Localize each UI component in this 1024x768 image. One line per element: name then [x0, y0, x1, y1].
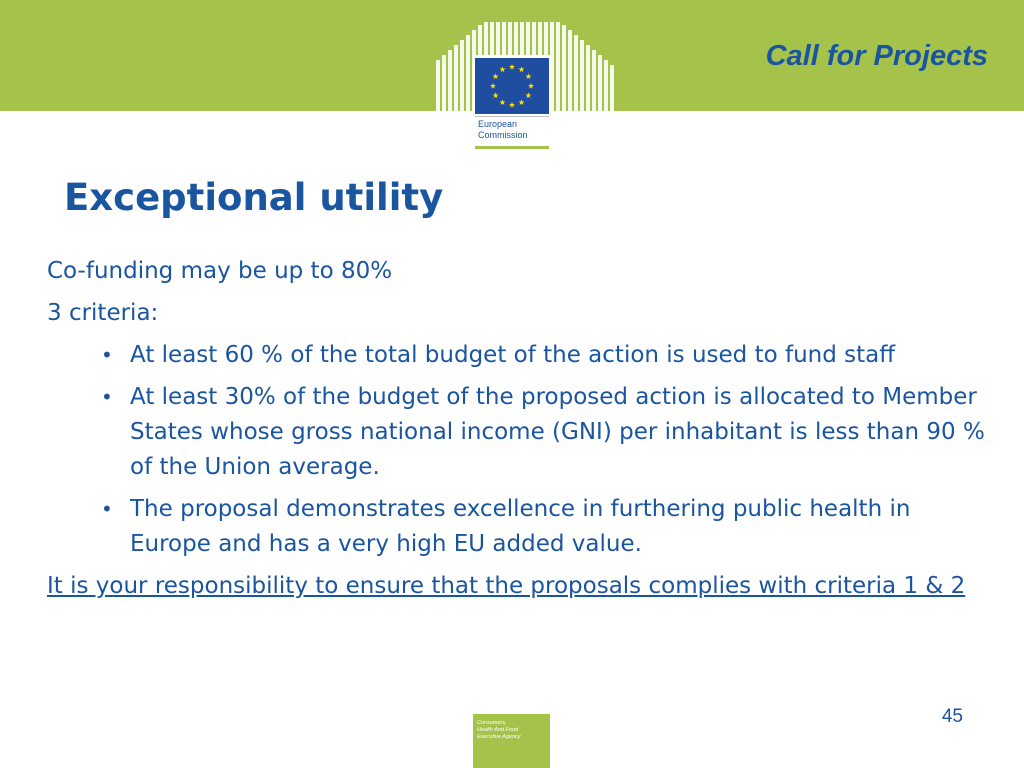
agency-name — [477, 720, 549, 741]
logo-line-2: Commission — [478, 130, 528, 140]
header-title: Call for Projects — [765, 40, 988, 72]
list-item — [101, 338, 987, 373]
agency-line-3: Executive Agency — [477, 734, 521, 740]
criterion-3-text: The proposal demonstrates excellence in furthering public health in Europe and has a very high EU added value. — [130, 496, 911, 557]
agency-line-2: Health And Food — [477, 727, 519, 733]
criteria-heading: 3 criteria: — [47, 300, 159, 326]
bullet-icon: • — [101, 385, 113, 409]
list-item — [101, 492, 987, 562]
logo-line-1: European — [478, 119, 518, 129]
european-commission-logo — [436, 22, 616, 150]
list-item — [101, 380, 987, 485]
slide-body — [47, 254, 987, 611]
page-number: 45 — [941, 706, 963, 727]
responsibility-link[interactable]: It is your responsibility to ensure that the proposals complies with criteria 1 & 2 — [47, 573, 966, 599]
slide-title: Exceptional utility — [64, 176, 444, 219]
criteria-list — [47, 338, 987, 562]
criterion-1-text: At least 60 % of the total budget of the action is used to fund staff — [130, 342, 896, 368]
bullet-icon: • — [101, 343, 113, 367]
cofunding-line: Co-funding may be up to 80% — [47, 258, 393, 284]
criterion-2-text: At least 30% of the budget of the proposed action is allocated to Member States whose gross national income (GNI) per inhabitant is less than 90 % of the Union average. — [130, 384, 985, 480]
berlaymont-building-icon — [436, 22, 616, 150]
agency-line-1: Consumers, — [477, 720, 507, 726]
bullet-icon: • — [101, 497, 113, 521]
agency-logo — [473, 714, 550, 768]
